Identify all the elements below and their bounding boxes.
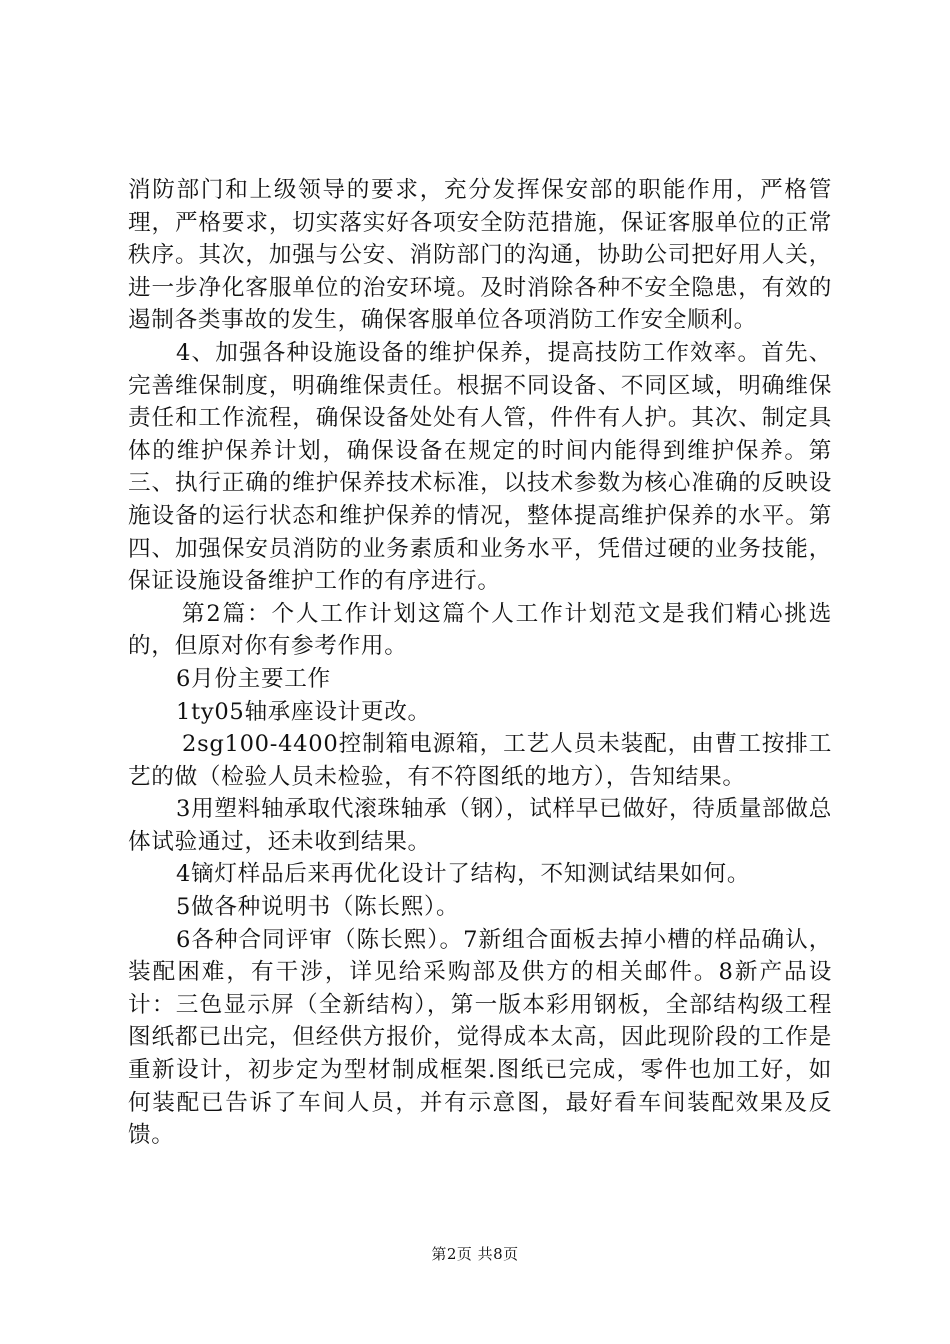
paragraph-equipment-maintenance: 4、加强各种设施设备的维护保养，提高技防工作效率。首先、完善维保制度，明确维保责任。根据不同设备、不同区域，明确维保责任和工作流程，确保设备处处有人管，件件有人护。其次、制定具体的维护保养计划，确保设备在规定的时间内能得到维护保养。第三、执行正确的维护保养技术标准，以技术参数为核心准确的反映设施设备的运行状态和维护保养的情况，整体提高维护保养的水平。第四、加强保安员消防的业务素质和业务水平，凭借过硬的业务技能，保证设施设备维护工作的有序进行。 — [128, 339, 832, 595]
paragraph-item-5: 5做各种说明书（陈长熙）。 — [176, 894, 460, 921]
document-body — [128, 174, 832, 1152]
paragraph-item-2: 2sg100-4400控制箱电源箱，工艺人员未装配，由曹工按排工艺的做（检验人员未检验，有不符图纸的地方），告知结果。 — [128, 731, 832, 790]
paragraph-security-duties: 消防部门和上级领导的要求，充分发挥保安部的职能作用，严格管理，严格要求，切实落实好各项安全防范措施，保证客服单位的正常秩序。其次，加强与公安、消防部门的沟通，协助公司把好用人关，进一步净化客服单位的治安环境。及时消除各种不安全隐患，有效的遏制各类事故的发生，确保客服单位各项消防工作安全顺利。 — [128, 177, 832, 334]
paragraph-item-3: 3用塑料轴承取代滚珠轴承（钢），试样早已做好，待质量部做总体试验通过，还未收到结果。 — [128, 796, 832, 855]
paragraph-item-6-8: 6各种合同评审（陈长熙）。7新组合面板去掉小槽的样品确认，装配困难，有干涉，详见给采购部及供方的相关邮件。8新产品设计：三色显示屏（全新结构），第一版本彩用钢板，全部结构级工程图纸都已出完，但经供方报价，觉得成本太高，因此现阶段的工作是重新设计，初步定为型材制成框架.图纸已完成，零件也加工好，如何装配已告诉了车间人员，并有示意图，最好看车间装配效果及反馈。 — [128, 926, 832, 1149]
page-number-footer: 第2页 共8页 — [431, 1245, 519, 1263]
paragraph-item-4: 4镝灯样品后来再优化设计了结构，不知测试结果如何。 — [176, 861, 751, 888]
paragraph-june-work-heading: 6月份主要工作 — [176, 665, 331, 692]
paragraph-item-1: 1ty05轴承座设计更改。 — [176, 698, 431, 725]
paragraph-article-intro: 第2篇：个人工作计划这篇个人工作计划范文是我们精心挑选的，但原对你有参考作用。 — [128, 600, 832, 660]
